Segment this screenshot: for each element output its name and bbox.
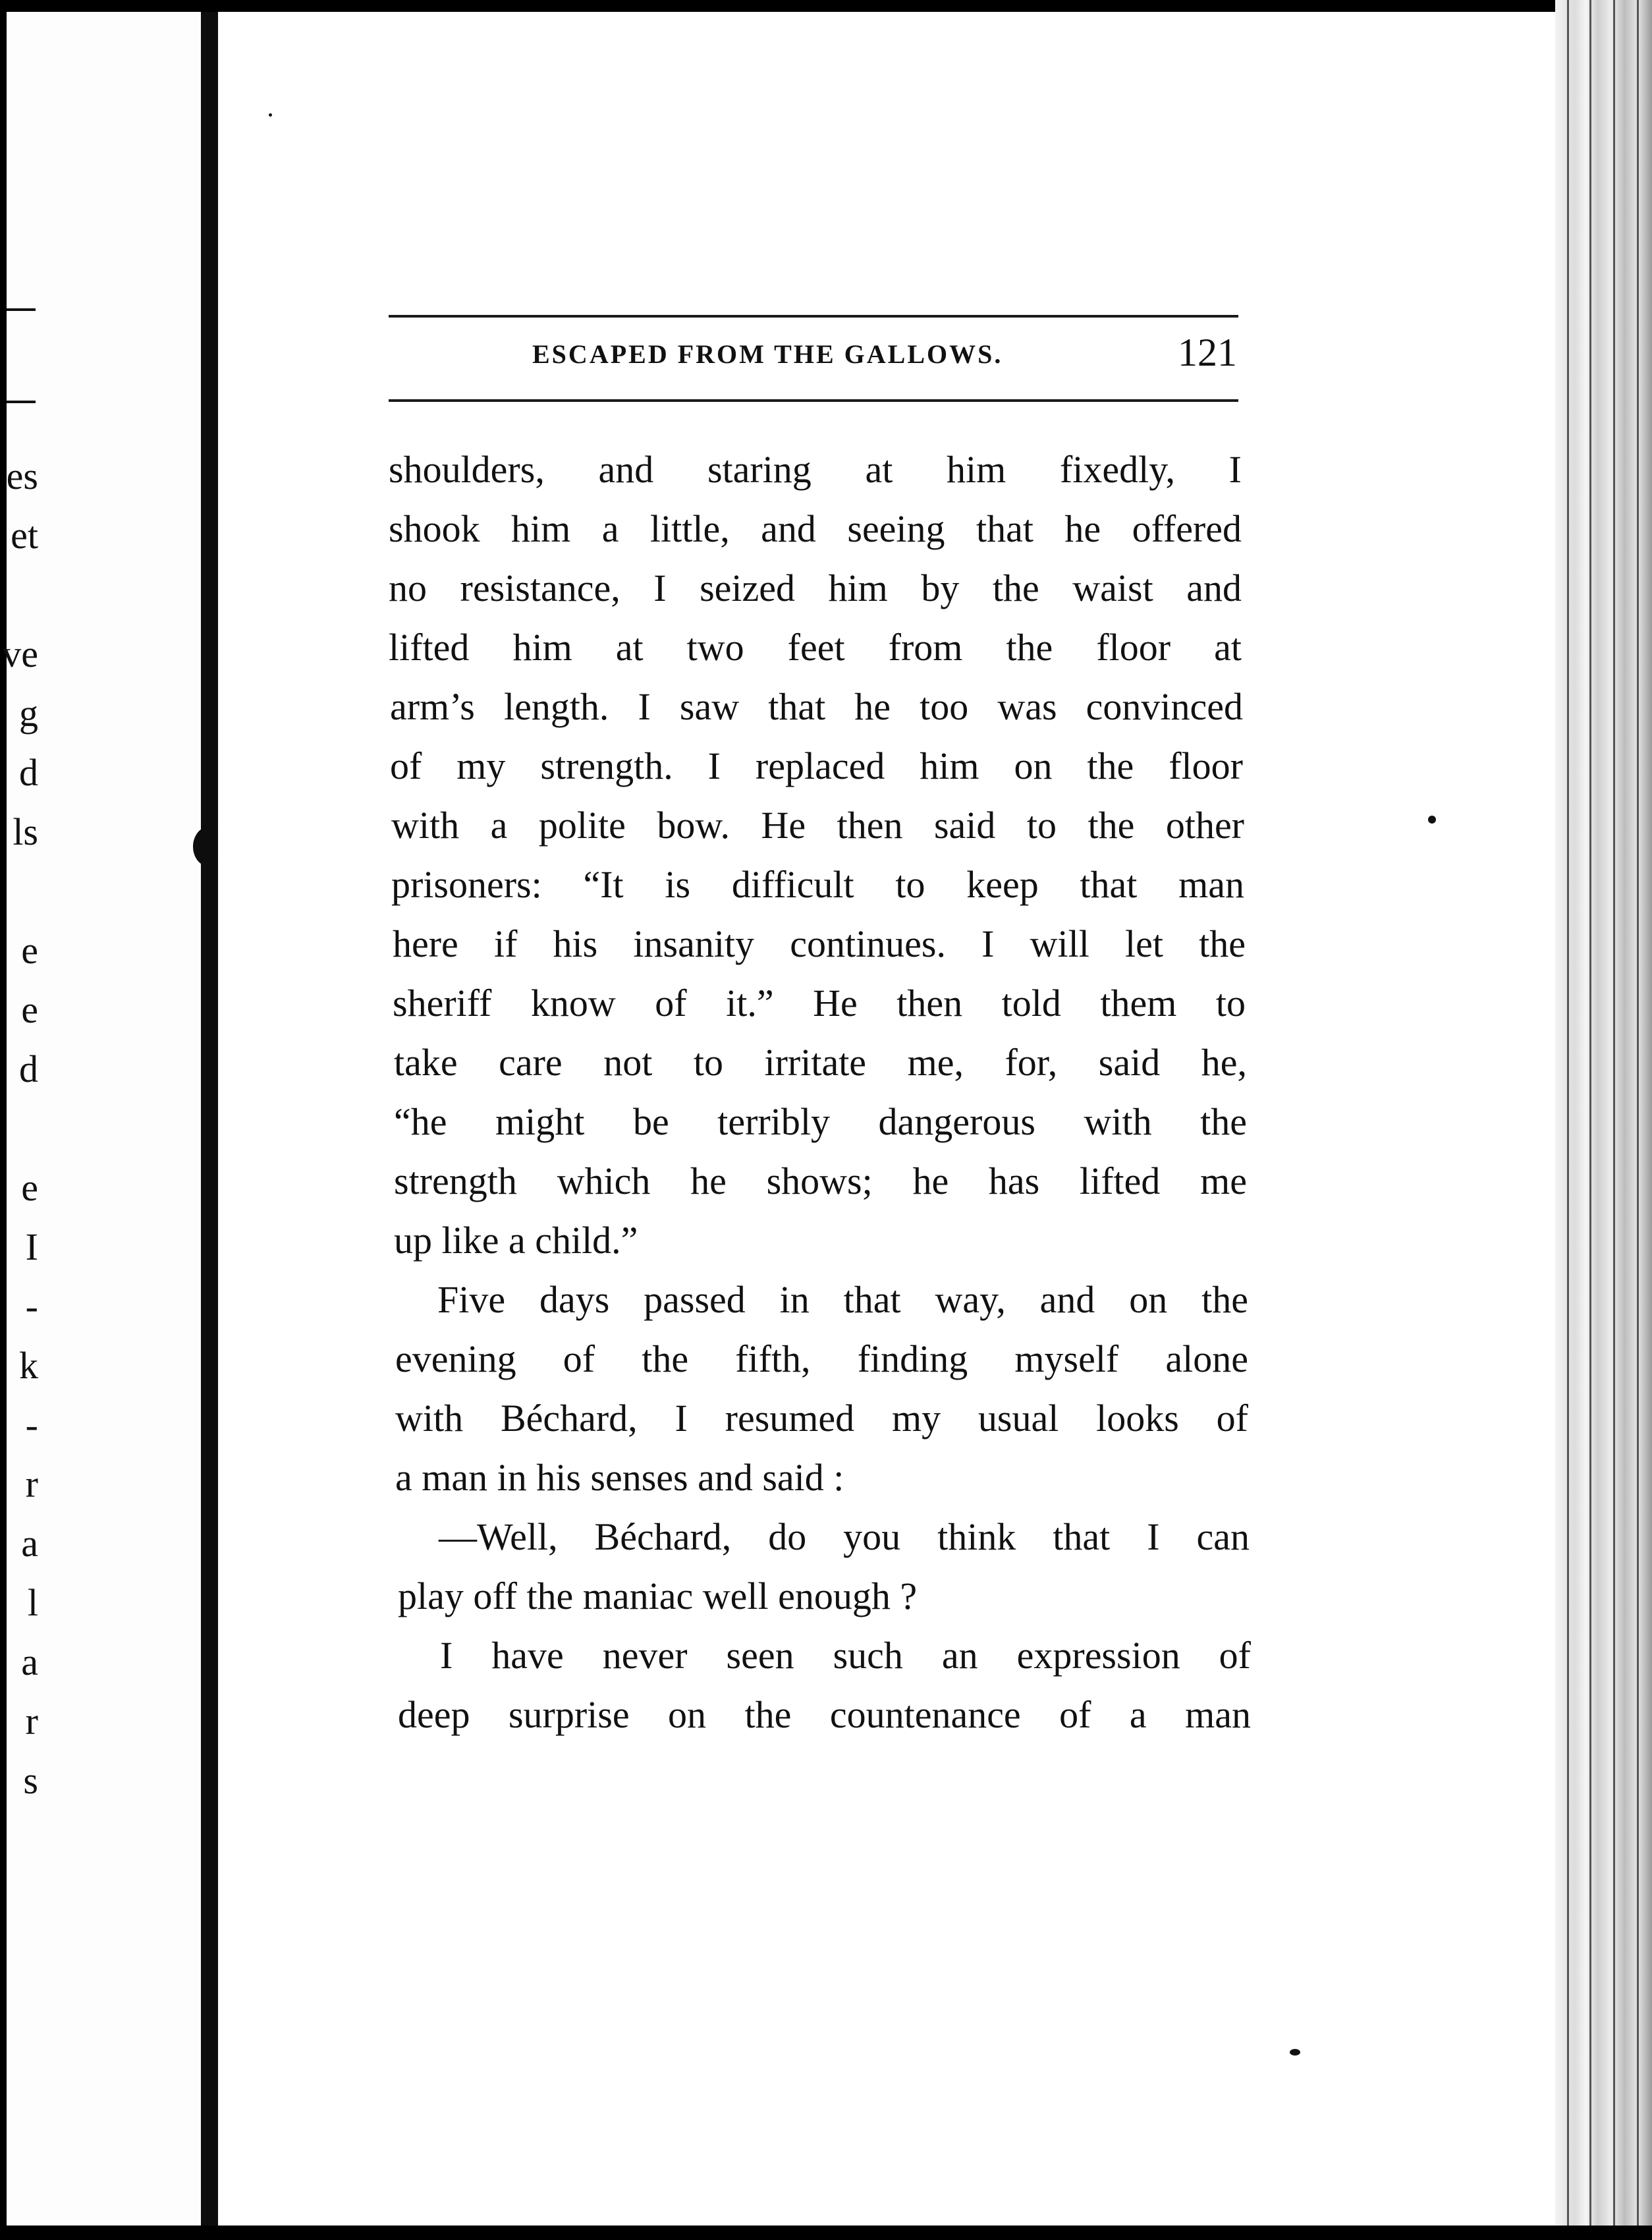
facing-page-text-fragment: I xyxy=(25,1225,38,1268)
facing-page-text-fragment: es xyxy=(6,455,38,497)
text-line: of my strength. I replaced him on the floor xyxy=(390,744,1243,787)
page-edges xyxy=(1555,0,1652,2240)
text-line: no resistance, I seized him by the waist and xyxy=(389,567,1242,609)
scan-border-bottom xyxy=(0,2226,1652,2240)
text-line: Five days passed in that way, and on the xyxy=(437,1278,1248,1321)
text-line: deep surprise on the countenance of a man xyxy=(398,1693,1251,1736)
text-line: shook him a little, and seeing that he offered xyxy=(389,507,1242,550)
running-head: ESCAPED FROM THE GALLOWS. xyxy=(532,339,1003,369)
book-spine xyxy=(201,12,218,2226)
text-line: prisoners: “It is difficult to keep that man xyxy=(391,863,1244,906)
scan-border-top xyxy=(0,0,1652,12)
text-line: with Béchard, I resumed my usual looks of xyxy=(395,1397,1248,1440)
page-edge-line xyxy=(1567,0,1569,2240)
text-line: —Well, Béchard, do you think that I can xyxy=(439,1515,1250,1558)
text-line: play off the maniac well enough ? xyxy=(398,1575,918,1617)
facing-page-text-fragment: e xyxy=(21,988,38,1031)
facing-page-fragment xyxy=(2,12,204,2226)
text-line: shoulders, and staring at him fixedly, I xyxy=(389,448,1242,491)
facing-page-text-fragment: ve xyxy=(2,632,38,675)
page-number: 121 xyxy=(1178,331,1237,374)
facing-page-rule xyxy=(7,401,36,403)
text-line: “he might be terribly dangerous with the xyxy=(394,1100,1247,1143)
facing-page-text-fragment: e xyxy=(21,929,38,972)
facing-page-text-fragment: ls xyxy=(13,810,38,853)
page-edge-line xyxy=(1637,0,1639,2240)
text-line: strength which he shows; he has lifted me xyxy=(394,1160,1247,1202)
facing-page-text-fragment: s xyxy=(23,1759,38,1802)
facing-page-text-fragment: et xyxy=(11,514,38,557)
facing-page-text-fragment: k xyxy=(19,1344,38,1387)
text-line: sheriff know of it.” He then told them to xyxy=(393,982,1246,1024)
header-rule-bottom xyxy=(389,399,1238,402)
text-line: up like a child.” xyxy=(394,1219,638,1262)
text-line: take care not to irritate me, for, said he, xyxy=(394,1041,1247,1084)
facing-page-text-fragment: e xyxy=(21,1166,38,1209)
text-line: lifted him at two feet from the floor at xyxy=(389,626,1242,669)
text-line: a man in his senses and said : xyxy=(395,1456,844,1499)
text-line: I have never seen such an expression of xyxy=(440,1634,1251,1677)
facing-page-text-fragment: d xyxy=(19,751,38,794)
ink-speck xyxy=(269,113,272,117)
facing-page-text-fragment: l xyxy=(27,1581,38,1624)
text-line: with a polite bow. He then said to the other xyxy=(391,804,1244,847)
facing-page-text-fragment: r xyxy=(25,1463,38,1505)
facing-page-text-fragment: - xyxy=(25,1285,38,1328)
text-line: evening of the fifth, finding myself alone xyxy=(395,1337,1248,1380)
scan-border-left xyxy=(0,0,7,2240)
facing-page-rule xyxy=(7,308,36,311)
facing-page-text-fragment: r xyxy=(25,1700,38,1743)
text-line: here if his insanity continues. I will let the xyxy=(393,922,1246,965)
facing-page-text-fragment: d xyxy=(19,1048,38,1090)
page-edge-line xyxy=(1589,0,1591,2240)
text-line: arm’s length. I saw that he too was convinced xyxy=(390,685,1243,728)
facing-page-text-fragment: a xyxy=(21,1640,38,1683)
page-edge-line xyxy=(1613,0,1615,2240)
ink-speck xyxy=(1290,2049,1300,2056)
facing-page-text-fragment: - xyxy=(25,1403,38,1446)
facing-page-text-fragment: g xyxy=(19,692,38,735)
facing-page-text-fragment: a xyxy=(21,1522,38,1565)
header-rule-top xyxy=(389,315,1238,318)
ink-speck xyxy=(1428,816,1436,824)
